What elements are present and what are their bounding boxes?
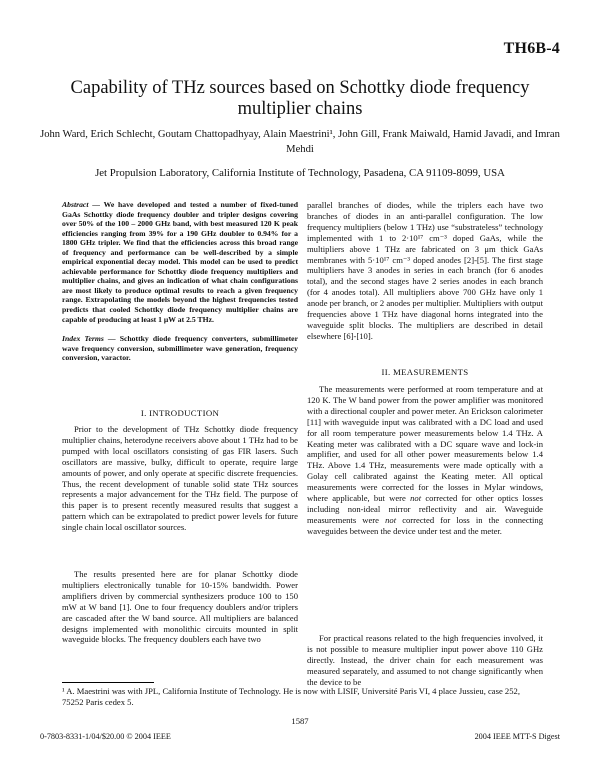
- paper-title: Capability of THz sources based on Schottky diode frequency multiplier chains: [70, 78, 530, 119]
- index-terms: [62, 334, 298, 363]
- section-heading-measurements: II. MEASUREMENTS: [381, 367, 469, 377]
- index-terms-text: — Schottky diode frequency converters, submillimeter wave frequency conversion, submillimeter wave generation, frequency conversion, varactor.: [62, 334, 298, 363]
- intro-paragraph-2: The results presented here are for planar Schottky diode multipliers electronically tunable for 10-15% bandwidth. Power amplifiers driven by commercial synthesizers produce 100 to 150 mW at W band [1]. One to four frequency doublers and/or triplers are cascaded after the W band source. All multipliers are balanced designs implemented with monolithic circuits mounted in split waveguide blocks. The frequency doublers each have two: [62, 569, 298, 645]
- affiliation: Jet Propulsion Laboratory, California Institute of Technology, Pasadena, CA 91109-8099, USA: [95, 167, 505, 179]
- session-code: TH6B-4: [503, 40, 560, 57]
- measurements-text-c: corrected for loss in the connecting waveguides between the device under test and the meter.: [307, 514, 543, 536]
- abstract-text: — We have developed and tested a number of fixed-tuned GaAs Schottky diode frequency doubler and tripler designs covering over 50% of the 100 – 2000 GHz band, with best measured 120 K peak efficiencies ranging from 39% for a 190 GHz doubler to 0.94% for a 1800 GHz tripler. We find that the efficiencies across this broad range of frequency and performance can be well-described by a simple empirical exponential decay model. This model can be used to predict achievable performance for Schottky diode frequency multipliers and multiplier chains, and gives an indication of what chain configurations are most likely to produce optimal results to reach a given frequency range. Extrapolating the models beyond the highest frequencies tested predicts that cooled Schottky diode frequency multiplier chains are capable of producing at least 1 μW at 2.5 THz.: [62, 200, 298, 324]
- page-number: 1587: [291, 716, 309, 726]
- right-column-paragraph-1: parallel branches of diodes, while the triplers each have two branches of diodes in an anti-parallel configuration. The low frequency multipliers (below 1 THz) use “substrateless” technology implemented with 1 to 2·10¹⁷ cm⁻³ doped GaAs, while the multipliers above 1 THz are fabricated on 3 μm thick GaAs membranes with 5·10¹⁷ cm⁻³ doped anodes [2]-[5]. The first stage multipliers have 3 anodes in series in each branch (for 6 anodes total), and the second stages have 2 series anodes in each branch (for 4 anodes total). All multipliers above 700 GHz have only 1 anode per branch, or 2 anodes per multiplier. Multipliers with output frequencies above 1 THz have diagonal horns integrated into the waveguide split blocks. The multipliers are described in detail elsewhere [6]-[10].: [307, 200, 543, 341]
- footnote: ¹ A. Maestrini was with JPL, California Institute of Technology. He is now with LISIF, Université Paris VI, 4 place Jussieu, case 252, 75252 Paris cedex 5.: [62, 686, 520, 707]
- isbn-line: 0-7803-8331-1/04/$20.00 © 2004 IEEE: [40, 732, 171, 741]
- intro-paragraph-1: Prior to the development of THz Schottky diode frequency multiplier chains, heterodyne receivers above about 1 THz had to be pumped with local oscillators consisting of gas FIR lasers. Such oscillators are massive, bulky, difficult to operate, require large amounts of power, and only operate at specific discrete frequencies. Thus, the recent development of tunable solid state THz sources represents a major advancement for the THz field. The purpose of this paper is to present recently measured results that suggest a pattern which can be extrapolated to predict power levels for future single chain local oscillator sources.: [62, 424, 298, 533]
- footnote-rule: [62, 682, 154, 683]
- abstract: [62, 200, 298, 324]
- measurements-text-a: The measurements were performed at room temperature and at 120 K. The W band power from the power amplifier was monitored with a directional coupler and power meter. An Erickson calorimeter [11] with waveguide input was calibrated with a DC load and used for all room temperature power measurements below 1.4 THz. A Keating meter was calibrated with a DC square wave and lock-in amplifier, and used for all other power measurements below 1.4 THz. Above 1.4 THz, measurements were made optically with a Golay cell calibrated against the Keating meter. All optical measurements were corrected for the losses in Mylar windows, where applicable, but were: [307, 384, 543, 504]
- abstract-label: Abstract: [62, 200, 89, 209]
- digest-line: 2004 IEEE MTT-S Digest: [474, 732, 560, 741]
- emphasis-not-1: not: [410, 493, 422, 504]
- measurements-paragraph-1: [307, 384, 543, 537]
- index-terms-label: Index Terms: [62, 334, 104, 343]
- measurements-text-b: corrected for other optics losses including non-ideal mirror reflectivity and air. Waveguide measurements were: [307, 493, 543, 525]
- author-list: John Ward, Erich Schlecht, Goutam Chattopadhyay, Alain Maestrini¹, John Gill, Frank Maiwald, Hamid Javadi, and Imran Mehdi: [40, 129, 560, 155]
- section-heading-introduction: I. INTRODUCTION: [140, 408, 220, 418]
- emphasis-not-2: not: [385, 514, 397, 525]
- measurements-paragraph-2: For practical reasons related to the high frequencies involved, it is not possible to measure multiplier input power above 110 GHz directly. Instead, the driver chain for each measurement was measured separately, and assumed to not change significantly when the device to be: [307, 633, 543, 687]
